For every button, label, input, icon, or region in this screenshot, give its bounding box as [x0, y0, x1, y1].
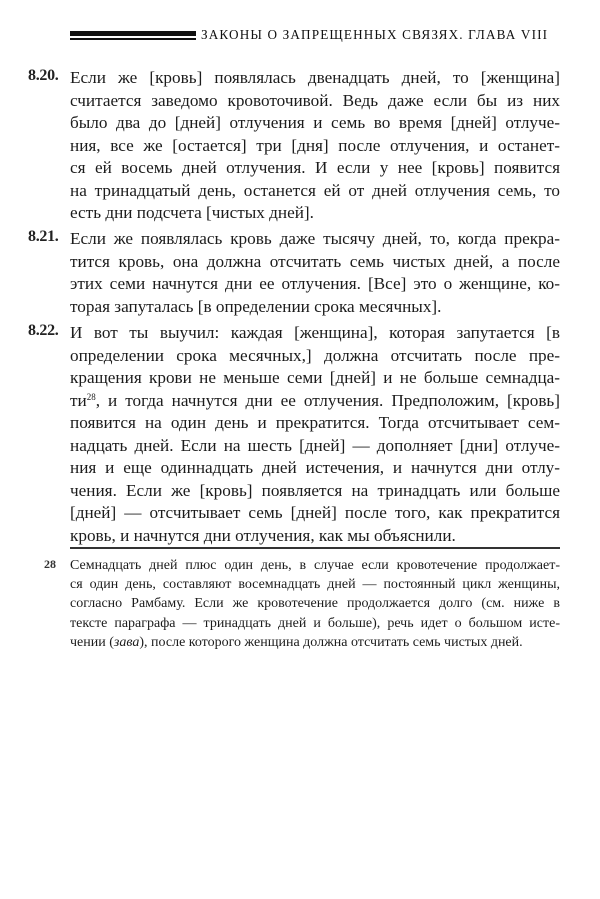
footnote-line: согласно Рамбаму. Если же кровотечение продолжается долго (см. ниже в [70, 596, 560, 612]
footnote-separator [70, 547, 560, 549]
footnote-line: ся один день, составляют восемнадцать дней — постоянный цикл женщины, [70, 577, 560, 593]
text-fragment: ти [70, 390, 87, 410]
paragraph-8-22 [28, 322, 560, 547]
paragraph-8-20 [28, 67, 560, 225]
italic-term: зава [113, 634, 140, 650]
paragraph-text [70, 67, 560, 225]
text-line: кровь, и начнутся дни отлучения, как мы объяснили. [70, 525, 456, 545]
footnote-text [70, 556, 560, 652]
text-fragment: ), после которого женщина должна отсчитать семь чистых дней. [139, 634, 523, 650]
text-line: надцать дней. Если на шесть [дней] — дополняет [дни] отлуче- [70, 435, 560, 455]
text-line: есть дни подсчета [чистых дней]. [70, 203, 314, 222]
footnote-line [70, 633, 560, 652]
paragraph-text [70, 322, 560, 547]
footnote-line: тексте параграфа — тринадцать дней и больше), речь идет о большом исте- [70, 615, 560, 631]
text-line: Если же [кровь] появлялась двенадцать дней, то [женщина] [70, 68, 560, 87]
paragraph-number: 8.20. [28, 67, 59, 84]
text-line [70, 390, 560, 413]
text-line: кращения крови не меньше семи [дней] и не больше семнадца- [70, 368, 560, 387]
text-line: торая запуталась [в определении срока месячных]. [70, 296, 442, 316]
text-line: определении срока месячных,] должна отсчитать после пре- [70, 345, 560, 365]
text-line: ся ей восемь дней отлучения. И если у нее [кровь] появится [70, 158, 560, 177]
text-line: И вот ты выучил: каждая [женщина], которая запутается [в [70, 323, 560, 342]
page-header [70, 27, 560, 45]
footnote-line: Семнадцать дней плюс один день, в случае если кровотечение продолжает- [70, 558, 560, 573]
header-rule-thin [70, 38, 196, 40]
footnote-28 [44, 556, 560, 652]
text-line: ния, все же [остается] три [дня] после отлучения, и останет- [70, 135, 560, 155]
text-fragment: , и тогда начнутся дни ее отлучения. Предположим, [кровь] [95, 390, 560, 410]
text-line: ния и еще одиннадцать дней истечения, и начнутся дни отлу- [70, 458, 560, 477]
text-line: было два до [дней] отлучения и семь во время [дней] отлуче- [70, 113, 560, 132]
footnote-number: 28 [44, 557, 56, 571]
paragraph-number: 8.22. [28, 322, 59, 339]
paragraph-8-21 [28, 228, 560, 318]
text-line: [дней] — отсчитывает семь [дней] после того, как прекратится [70, 503, 560, 522]
running-head: ЗАКОНЫ О ЗАПРЕЩЕННЫХ СВЯЗЯХ. ГЛАВА VIII [201, 27, 549, 42]
text-fragment: чении ( [70, 634, 114, 650]
text-line: этих семи начнутся дни ее отлучения. [Все] это о женщине, ко- [70, 274, 560, 293]
text-line: на тринадцатый день, останется ей от дней отлучения семь, то [70, 180, 560, 200]
header-rule-thick [70, 31, 196, 36]
paragraph-number: 8.21. [28, 228, 59, 245]
paragraph-text [70, 228, 560, 318]
footnote-ref-28[interactable]: 28 [86, 391, 96, 402]
text-line: Если же появлялась кровь даже тысячу дней, то, когда прекра- [70, 229, 560, 248]
text-line: чения. Если же [кровь] появляется на тринадцать или больше [70, 480, 560, 500]
text-line: появится на один день и прекратится. Тогда отсчитывает сем- [70, 413, 560, 432]
text-line: считается заведомо кровоточивой. Ведь даже если бы из них [70, 90, 560, 110]
text-line: тится кровь, она должна отсчитать семь чистых дней, а после [70, 251, 560, 271]
